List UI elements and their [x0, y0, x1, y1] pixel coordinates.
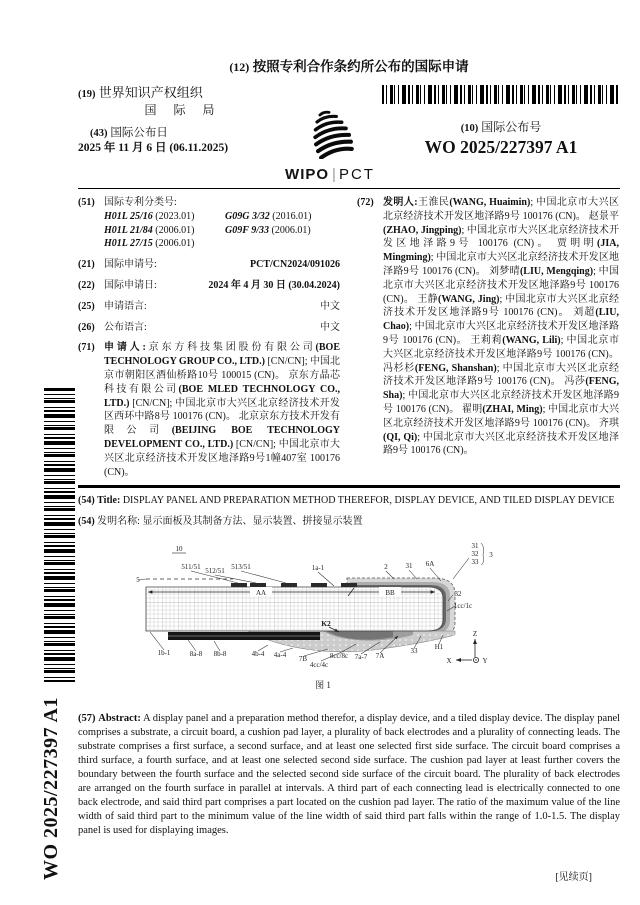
ipc-block [78, 196, 340, 251]
international-bureau-label: 国 际 局 [144, 103, 222, 118]
sidebar-barcode [44, 388, 75, 682]
inventors-text: 王淮民(WANG, Huaimin); 中国北京市大兴区北京经济技术开发区地泽路9号 100176 (CN)。 赵景平(ZHAO, Jingping); 中国北京市大兴区北京经济技术开发区地泽路9号 100176 (CN)。 贾明明(JIA, Mingming); 中国北京市大兴区北京经济技术开发区地泽路9号 100176 (CN)。 刘梦晴(LIU, Mengqing); 中国北京市大兴区北京经济技术开发区地泽路9号 100176 (CN)。 王静(WANG, Jing); 中国北京市大兴区北京经济技术开发区地泽路9号 100176 (CN)。 刘超(LIU, Chao); 中国北京市大兴区北京经济技术开发区地泽路9号 100176 (CN)。 王莉莉(WANG, Lili); 中国北京市大兴区北京经济技术开发区地泽路9号 100176 (CN)。 冯杉杉(FENG, Shanshan); 中国北京市大兴区北京经济技术开发区地泽路9号 100176 (CN)。 冯莎(FENG, Sha); 中国北京市大兴区北京经济技术开发区地泽路9号 100176 (CN)。 翟明(ZHAI, Ming); 中国北京市大兴区北京经济技术开发区地泽路9号 100176 (CN)。 齐琪(QI, Qi); 中国北京市大兴区北京经济技术开发区地泽路9号 100176 (CN)。 [383, 197, 620, 457]
svg-text:4a-4: 4a-4 [273, 651, 287, 659]
tag-43: (43) [90, 128, 108, 140]
inventors-label: 发明人: [383, 197, 418, 208]
abstract-text: A display panel and a preparation method therefor, a display device, and a tiled display device. The display panel comprises a substrate, a circuit board, a cushion pad layer, a plurality of back electrodes and a plurality of connecting leads. The substrate comprises a first surface, a second surface, and at least one selected first side surface. The circuit board comprises a third surface, a fourth surface, and at least one selected second side surface. The cushion pad layer at least further covers the boundary between the fourth surface and the selected second side surface of the circuit board. The plurality of back electrodes are arranged on the fourth surface in parallel at intervals. A third part of each connecting lead is electrically connected to one back electrode, and said third part comprises a part located on the cushion pad layer. The ratio of the maximum value of the line width of said third part to the minimum value of the line width of said third part falls within the range of 1.0-1.5. The display panel is used for displaying images. [78, 713, 621, 836]
svg-text:33: 33 [471, 558, 479, 566]
title-english [78, 494, 620, 507]
svg-text:511/51: 511/51 [181, 563, 201, 571]
tag-10: (10) [460, 123, 479, 134]
publication-date: 2025 年 11 月 6 日 (06.11.2025) [78, 141, 229, 154]
filing-date-row: (22) 国际申请日: 2024 年 4 月 30 日 (30.04.2024) [78, 279, 340, 291]
tag-57: (57) [78, 713, 96, 724]
svg-text:3: 3 [489, 551, 493, 559]
ipc-entry: H01L 25/16 (2023.01) [104, 210, 195, 222]
publication-date-label: 国际公布日 [110, 127, 168, 140]
header-right [382, 85, 620, 158]
svg-text:7a-7: 7a-7 [354, 653, 368, 661]
main-column [78, 55, 620, 838]
tag-72: (72) [357, 197, 374, 208]
filing-date: 2024 年 4 月 30 日 (30.04.2024) [208, 279, 340, 291]
header-row [78, 85, 620, 183]
continuation-note: [见续页] [555, 872, 592, 883]
patent-drawing [98, 538, 548, 693]
svg-text:31: 31 [471, 542, 479, 550]
svg-text:6A: 6A [425, 560, 435, 568]
applicants-text: 京东方科技集团股份有限公司(BOE TECHNOLOGY GROUP CO., LTD.) [CN/CN]; 中国北京市朝阳区酒仙桥路10号 100015 (CN)。 京东方晶芯科技有限公司(BOE MLED TECHNOLOGY CO., LTD.) [CN/CN]; 中国北京市大兴区北京经济技术开发区西环中路8号 100176 (CN)。 北京京东方技术开发有限公司(BEIJING BOE TECHNOLOGY DEVELOPMENT CO., LTD.) [CN/CN]; 中国北京市大兴区北京经济技术开发区地泽路9号1幢407室 100176 (CN)。 [104, 342, 341, 478]
svg-text:BB: BB [385, 589, 395, 597]
inventors-block [357, 196, 619, 458]
wipo-logo [278, 107, 382, 183]
ipc-entry: H01L 27/15 (2006.01) [104, 238, 195, 250]
ipc-label: 国际专利分类号: [104, 197, 177, 208]
publication-language-label: 公布语言: [104, 321, 147, 333]
tag-54-zh: (54) [78, 516, 95, 527]
svg-text:Y: Y [482, 657, 488, 665]
title-section [78, 488, 620, 528]
application-number: PCT/CN2024/091026 [250, 259, 340, 271]
svg-text:8b-8: 8b-8 [213, 650, 227, 658]
figure-1 [98, 538, 620, 698]
svg-text:Z: Z [472, 630, 478, 638]
ipc-entry: H01L 21/84 (2006.01) [104, 224, 195, 236]
svg-text:1cc/1c: 1cc/1c [453, 602, 473, 610]
applicants-block [78, 341, 340, 479]
publication-language-row: (26) 公布语言: 中文 [78, 321, 340, 333]
svg-text:10: 10 [175, 545, 183, 553]
bib-right-column [357, 196, 619, 483]
title-zh-text: 显示面板及其制备方法、显示装置、拼接显示装置 [142, 516, 363, 527]
publication-number: WO 2025/227397 A1 [424, 137, 578, 157]
svg-text:5: 5 [136, 576, 140, 584]
filing-language: 中文 [320, 300, 340, 312]
svg-text:7B: 7B [298, 655, 308, 663]
svg-text:4b-4: 4b-4 [251, 650, 265, 658]
tag-54-en: (54) [78, 495, 95, 506]
svg-text:8a-8: 8a-8 [189, 650, 203, 658]
ipc-codes [104, 210, 340, 251]
svg-text:AA: AA [255, 589, 267, 597]
publication-barcode [382, 85, 620, 104]
svg-text:32: 32 [471, 550, 479, 558]
svg-text:H1: H1 [434, 643, 444, 651]
ipc-entry: G09G 3/32 (2016.01) [225, 210, 312, 222]
header-left [78, 85, 278, 155]
tag-19: (19) [78, 89, 96, 100]
svg-text:2: 2 [384, 563, 388, 571]
bonding-pads [231, 583, 357, 587]
wordmark-divider: | [332, 166, 336, 183]
title-zh-label: 发明名称: [97, 516, 140, 527]
wipo-globe-icon [288, 107, 372, 159]
svg-text:X: X [446, 657, 452, 665]
tag-51: (51) [78, 197, 95, 208]
filing-date-label: 国际申请日: [104, 279, 157, 291]
publication-type-text: 按照专利合作条约所公布的国际申请 [252, 59, 469, 74]
pct-wordmark: PCT [338, 166, 375, 183]
svg-text:32: 32 [454, 590, 462, 598]
svg-text:31: 31 [405, 562, 413, 570]
svg-text:1a-1: 1a-1 [311, 564, 325, 572]
title-en-label: Title: [97, 495, 121, 506]
svg-text:1b-1: 1b-1 [157, 649, 171, 657]
wipo-wordmark: WIPO [285, 166, 330, 183]
application-number-row: (21) 国际申请号: PCT/CN2024/091026 [78, 259, 340, 271]
svg-text:7A: 7A [375, 652, 385, 660]
tag-12: (12) [229, 60, 250, 74]
wipo-name-zh: 世界知识产权组织 [98, 85, 203, 100]
abstract-section [78, 712, 620, 838]
svg-text:33: 33 [410, 647, 418, 655]
figure-caption: 图 1 [315, 680, 331, 690]
title-en-text: DISPLAY PANEL AND PREPARATION METHOD THEREFOR, DISPLAY DEVICE, AND TILED DISPLAY DEVICE [122, 495, 615, 506]
bibliographic-section [78, 189, 620, 483]
application-number-label: 国际申请号: [104, 259, 157, 271]
tag-71: (71) [78, 342, 95, 354]
publication-type-line [78, 55, 620, 75]
abstract-label: Abstract: [98, 713, 141, 724]
svg-text:512/51: 512/51 [205, 567, 225, 575]
wipo-pct-wordmark [278, 166, 382, 183]
bib-left-column [78, 196, 340, 483]
svg-text:8cc/8c: 8cc/8c [329, 652, 349, 660]
title-chinese [78, 515, 620, 528]
ipc-entry: G09F 9/33 (2006.01) [225, 224, 311, 236]
svg-text:513/51: 513/51 [231, 563, 251, 571]
publication-number-label: 国际公布号 [481, 120, 542, 134]
svg-text:4cc/4c: 4cc/4c [309, 661, 329, 669]
sidebar-publication-number: WO 2025/227397 A1 [40, 697, 62, 880]
publication-language: 中文 [320, 321, 340, 333]
svg-text:K2: K2 [321, 619, 331, 628]
applicants-label: 申请人: [104, 342, 146, 354]
filing-language-label: 申请语言: [104, 300, 147, 312]
filing-language-row: (25) 申请语言: 中文 [78, 300, 340, 312]
